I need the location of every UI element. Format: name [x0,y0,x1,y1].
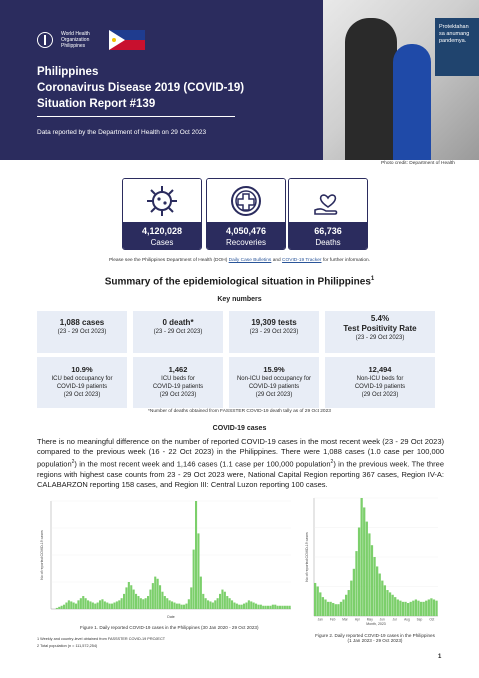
kpi-cases-label: Cases [150,238,174,247]
bar [116,601,118,609]
bar [404,602,406,616]
bar [207,600,209,609]
bar [412,601,414,616]
bar [61,606,63,609]
bar [257,605,259,609]
bar [123,594,125,609]
bar [433,599,435,616]
bar [330,602,332,616]
bar [284,606,286,609]
bar [178,604,180,609]
bar [118,600,120,609]
bar [128,582,130,609]
key-number-icu-occupancy: 10.9% ICU bed occupancy for COVID-19 patients (29 Oct 2023) [37,357,127,408]
bar [243,604,245,609]
covid-cases-paragraph: There is no meaningful difference on the number of reported COVID-19 cases in the most recent week (23 - 29 Oct 2023) compared to the previous week (16 - 22 Oct 2023) in the Philippines. There were 1,088 cases (1.0 case per 100,000 population$^2$) in the most recent week and 1,146 cases (1.1 case per 100,000 population$^2$) in the previous week. The three regions with highest case counts from 23 - 29 Oct 2023 were, National Capital Region reporting 367 cases, Region IV-A: CALABARZON reporting 158 cases, and Region III: Central Luzon reporting 100 cases. [37,437,444,489]
bar [371,545,373,616]
bar [229,598,231,609]
virus-icon [145,184,179,218]
photo-sign-text: Protektahan sa anumang pandemya. [435,18,479,76]
bar [212,603,214,609]
bar [176,604,178,609]
bar [209,601,211,609]
kpi-card-deaths [288,178,368,250]
bar [195,501,197,609]
bar [417,601,419,616]
death-footnote: *Number of deaths obtained from FASSSTER COVID-19 death tally as of 29 Oct 2023 [148,409,331,414]
bar [111,604,113,609]
bar [221,590,223,609]
bar [267,606,269,609]
x-tick-label: May [366,617,373,622]
bar [173,603,175,609]
bar [231,600,233,609]
bar [226,596,228,609]
bar [402,602,404,616]
kpi-recoveries-label: Recoveries [225,238,266,247]
bar [274,605,276,609]
kpi-deaths-label: Deaths [315,238,341,247]
bar [269,606,271,609]
bar [73,603,75,609]
bar [233,603,235,609]
bar [425,601,427,616]
x-tick-label: Sep [416,617,423,622]
bar [109,604,111,609]
bar [205,598,207,609]
bar [154,577,156,609]
who-name: World Health Organization [61,31,90,43]
bar [56,608,58,609]
bar [63,605,65,609]
bar [327,602,329,616]
bar [137,596,139,609]
bar [272,605,274,609]
logo-row [37,30,145,50]
bar [255,604,257,609]
bar [85,598,87,609]
bar [68,600,70,609]
bar [185,604,187,609]
bar [224,592,226,609]
data-note: Data reported by the Department of Health on 29 Oct 2023 [37,129,207,136]
footnote-1: 1 Weekly and country-level obtained from FASSSTER COVID-19 PROJECT [37,637,166,641]
who-sub: Philippines [61,43,86,49]
kpi-recoveries-value: 4,050,476 [225,226,267,236]
bar [200,577,202,609]
summary-title: Summary of the epidemiological situation in Philippines$^1$ [104,276,375,288]
daily-case-bulletins-link[interactable]: Daily Case Bulletins [228,258,272,263]
x-tick-label: Apr [354,617,360,622]
bar [121,598,123,609]
y-axis-label: No of reported COVID-19 cases [305,532,309,582]
bar [65,603,67,609]
title-divider [37,116,235,117]
key-numbers-heading: Key numbers [217,296,262,303]
bar [183,605,185,609]
bar [181,605,183,609]
bar [94,604,96,609]
bar [379,574,381,616]
bar [236,604,238,609]
hand-heart-icon [311,184,345,218]
country-title: Philippines [37,66,99,78]
bar [214,600,216,609]
x-tick-label: Mar [342,617,348,622]
bar [113,603,115,609]
page-number: 1 [438,654,442,660]
bar [58,607,60,609]
bar [125,587,127,609]
bar [202,594,204,609]
bar [130,585,132,609]
report-number: Situation Report #139 [37,98,156,110]
bar [289,606,291,609]
bar [152,583,154,609]
bar [355,551,357,616]
bar [104,601,106,609]
bar [392,595,394,616]
bar [75,604,77,609]
kpi-cases-value: 4,120,028 [141,226,183,236]
figure-1-caption: Figure 1. Daily reported COVID-19 cases in the Philippines (30 Jan 2020 - 29 Oct 2023) [80,625,259,630]
bar [435,601,437,616]
bar [133,590,135,609]
bar [314,583,316,616]
header-photo [323,0,479,160]
bar [241,605,243,609]
bar [366,522,368,616]
bar [89,601,91,609]
bar [368,533,370,616]
figure-2-caption: Figure 2. Daily reported COVID-19 cases in the Philippines (1 Jan 2023 - 29 Oct 2023) [315,633,435,643]
figure-2-chart [302,494,442,634]
bar [381,581,383,616]
bar [358,528,360,617]
bar [77,600,79,609]
bar [348,590,350,616]
bar [101,599,103,609]
bar [217,598,219,609]
key-number-non-icu-beds: 12,494 Non-ICU beds for COVID-19 patients (29 Oct 2023) [325,357,435,408]
report-header [0,0,479,160]
report-title [37,64,244,112]
bar [140,598,142,609]
bar [161,592,163,609]
medical-cross-icon [229,184,263,218]
x-tick-label: Jan [317,617,323,622]
bar [415,599,417,616]
x-tick-label: Feb [329,617,336,622]
bar [193,550,195,609]
covid-cases-heading: COVID-19 cases [212,425,267,432]
key-number-icu-beds: 1,462 ICU beds for COVID-19 patients (29 Oct 2023) [133,357,223,408]
bar [190,587,192,609]
bar [342,599,344,616]
bar [145,598,147,609]
bar [353,569,355,616]
bar [99,600,101,609]
kpi-card-recoveries [206,178,286,250]
bar [332,603,334,616]
key-number-weekly-cases: 1,088 cases (23 - 29 Oct 2023) [37,311,127,353]
bar [277,606,279,609]
bar [420,602,422,616]
bar [389,592,391,616]
bar [250,601,252,609]
bar [279,606,281,609]
bar [262,606,264,609]
bar [92,603,94,609]
bar [87,600,89,609]
bar [322,597,324,616]
bar [219,594,221,609]
bar [428,599,430,616]
bar [70,601,72,609]
x-axis-label: Month, 2023 [366,622,386,626]
bar [399,601,401,616]
bar [265,606,267,609]
who-logo-icon [37,32,53,48]
bar [423,602,425,616]
key-number-positivity-rate: 5.4% Test Positivity Rate (23 - 29 Oct 2023) [325,311,435,353]
bar [319,592,321,616]
bar [373,557,375,616]
philippines-flag-icon [109,30,145,50]
kpi-card-cases [122,178,202,250]
bar [407,603,409,616]
kpi-deaths-value: 66,736 [314,226,342,236]
bar [159,585,161,609]
bar [171,601,173,609]
x-tick-label: Jul [392,617,397,622]
bar [350,581,352,616]
see-more-note: Please see the Philippines Department of Health (DOH) Daily Case Bulletins and COVID-19 Tracker for further information. [108,258,371,263]
bar [238,605,240,609]
bar [97,603,99,609]
x-tick-label: Jun [379,617,385,622]
bar [324,599,326,616]
bar [361,498,363,616]
bar [149,590,151,609]
bar [245,603,247,609]
bar [142,599,144,609]
bar [410,602,412,616]
bar [166,598,168,609]
footnote-2: 2 Total population (n = 111,572,254) [37,644,98,648]
bar [169,600,171,609]
bar [260,605,262,609]
bar [384,585,386,616]
bar [82,596,84,609]
bar [340,602,342,616]
bar [248,600,250,609]
bar [286,606,288,609]
x-axis-label: Date [167,615,175,619]
bar [317,587,319,617]
bar [157,579,159,609]
bar [281,606,283,609]
bar [188,599,190,609]
x-tick-label: Oct [429,617,435,622]
bar [80,598,82,609]
photo-credit: Photo credit: Department of Health [381,161,455,166]
bar [147,596,149,609]
key-number-non-icu-occupancy: 15.9% Non-ICU bed occupancy for COVID-19 patients (29 Oct 2023) [229,357,319,408]
y-axis-label: No of reported COVID-19 cases [40,530,44,580]
bar [363,507,365,616]
bar [394,597,396,616]
bar [397,599,399,616]
bar [164,596,166,609]
key-number-weekly-deaths: 0 death* (23 - 29 Oct 2023) [133,311,223,353]
covid-tracker-link[interactable]: COVID-19 Tracker [282,258,322,263]
bar [386,590,388,616]
figure-1-chart [37,497,295,625]
bar [335,604,337,616]
bar [337,604,339,616]
bar [430,598,432,616]
bar [106,603,108,609]
bar [253,603,255,609]
key-number-weekly-tests: 19,309 tests (23 - 29 Oct 2023) [229,311,319,353]
bar [135,594,137,609]
bar [376,566,378,616]
bar [345,595,347,616]
bar [197,533,199,609]
x-tick-label: Aug [404,617,410,622]
disease-title: Coronavirus Disease 2019 (COVID-19) [37,82,245,94]
